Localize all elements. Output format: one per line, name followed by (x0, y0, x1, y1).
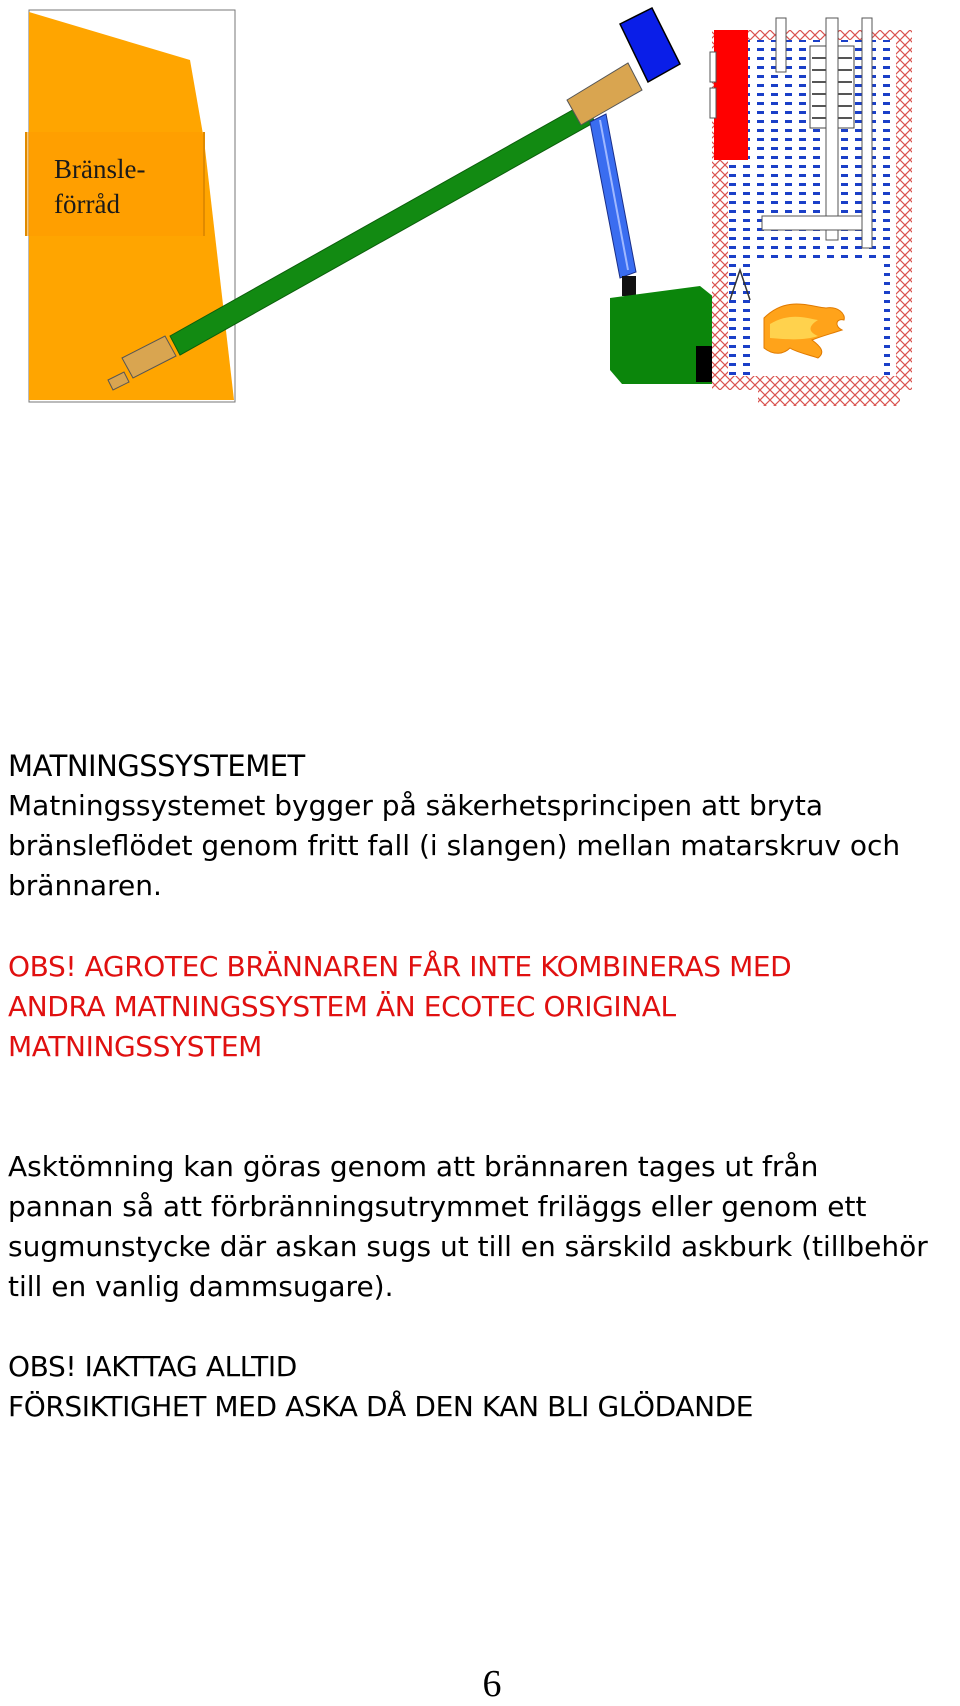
section-heading: MATNINGSSYSTEMET (8, 749, 305, 783)
warning-line: MATNINGSSYSTEM (8, 1030, 262, 1063)
paragraph-line: Asktömning kan göras genom att brännaren tages ut från (8, 1150, 819, 1183)
warning-text: AGROTEC BRÄNNAREN FÅR INTE KOMBINERAS MED (76, 950, 792, 983)
ash-caution-warning (8, 1347, 958, 1427)
storage-label-line2: förråd (54, 189, 120, 219)
paragraph-line: bränsleflödet genom fritt fall (i slangen) mellan matarskruv och (8, 829, 901, 862)
warning-line: ANDRA MATNINGSSYSTEM ÄN ECOTEC ORIGINAL (8, 990, 676, 1023)
feeding-system-diagram (0, 0, 960, 420)
storage-label-line1: Bränsle- (54, 154, 146, 184)
paragraph-line: till en vanlig dammsugare). (8, 1270, 394, 1303)
warning-line (8, 947, 958, 987)
page-number: 6 (482, 1663, 502, 1705)
warning-line: FÖRSIKTIGHET MED ASKA DÅ DEN KAN BLI GLÖDANDE (8, 1390, 754, 1423)
paragraph-line: brännaren. (8, 869, 162, 902)
ash-removal-paragraph (8, 1147, 958, 1307)
feeding-system-section (8, 746, 958, 906)
paragraph-line: pannan så att förbränningsutrymmet friläggs eller genom ett (8, 1190, 867, 1223)
obs-label: OBS! (8, 950, 77, 983)
burner-compatibility-warning (8, 947, 958, 1067)
paragraph-line: Matningssystemet bygger på säkerhetsprincipen att bryta (8, 789, 824, 822)
warning-line: OBS! IAKTTAG ALLTID (8, 1350, 297, 1383)
paragraph-line: sugmunstycke där askan sugs ut till en särskild askburk (tillbehör (8, 1230, 928, 1263)
drop-hose (590, 114, 636, 278)
